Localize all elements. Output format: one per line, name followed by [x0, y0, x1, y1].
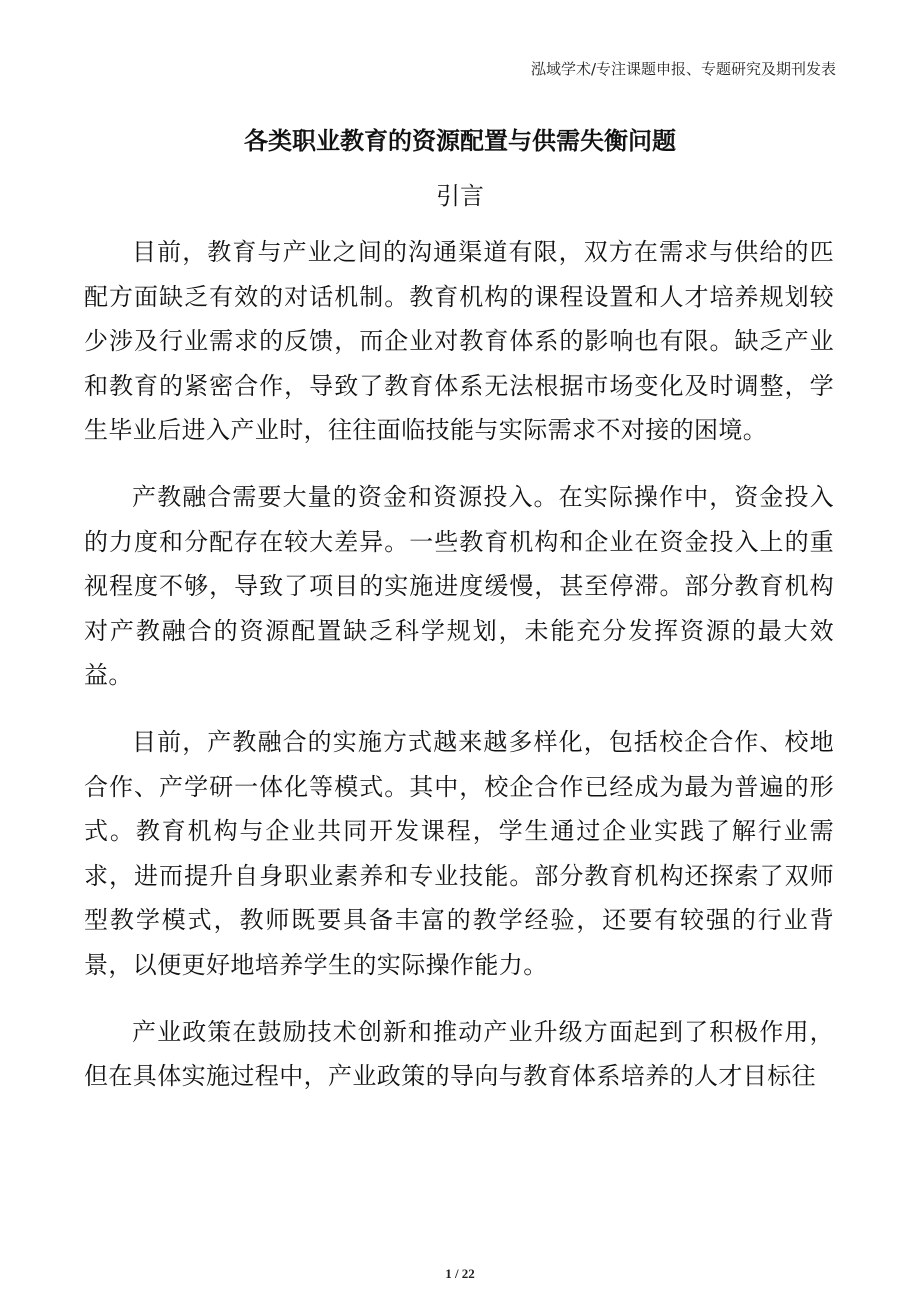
running-header: 泓域学术/专注课题申报、专题研究及期刊发表 [530, 60, 836, 78]
paragraph: 产教融合需要大量的资金和资源投入。在实际操作中，资金投入的力度和分配存在较大差异。一些教育机构和企业在资金投入上的重视程度不够，导致了项目的实施进度缓慢，甚至停滞。部分教育机构对产教融合的资源配置缺乏科学规划，未能充分发挥资源的最大效益。 [84, 482, 834, 690]
page-number: 1 / 22 [445, 1266, 475, 1281]
paragraph: 产业政策在鼓励技术创新和推动产业升级方面起到了积极作用，但在具体实施过程中，产业政策的导向与教育体系培养的人才目标往 [84, 1017, 834, 1091]
paragraph: 目前，产教融合的实施方式越来越多样化，包括校企合作、校地合作、产学研一体化等模式。其中，校企合作已经成为最为普遍的形式。教育机构与企业共同开发课程，学生通过企业实践了解行业需求，进而提升自身职业素养和专业技能。部分教育机构还探索了双师型教学模式，教师既要具备丰富的教学经验，还要有较强的行业背景，以便更好地培养学生的实际操作能力。 [84, 727, 834, 979]
paragraph: 目前，教育与产业之间的沟通渠道有限，双方在需求与供给的匹配方面缺乏有效的对话机制。教育机构的课程设置和人才培养规划较少涉及行业需求的反馈，而企业对教育体系的影响也有限。缺乏产业和教育的紧密合作，导致了教育体系无法根据市场变化及时调整，学生毕业后进入产业时，往往面临技能与实际需求不对接的困境。 [84, 238, 834, 445]
document-body [84, 230, 834, 1121]
section-heading: 引言 [436, 182, 484, 210]
document-title: 各类职业教育的资源配置与供需失衡问题 [244, 127, 676, 155]
